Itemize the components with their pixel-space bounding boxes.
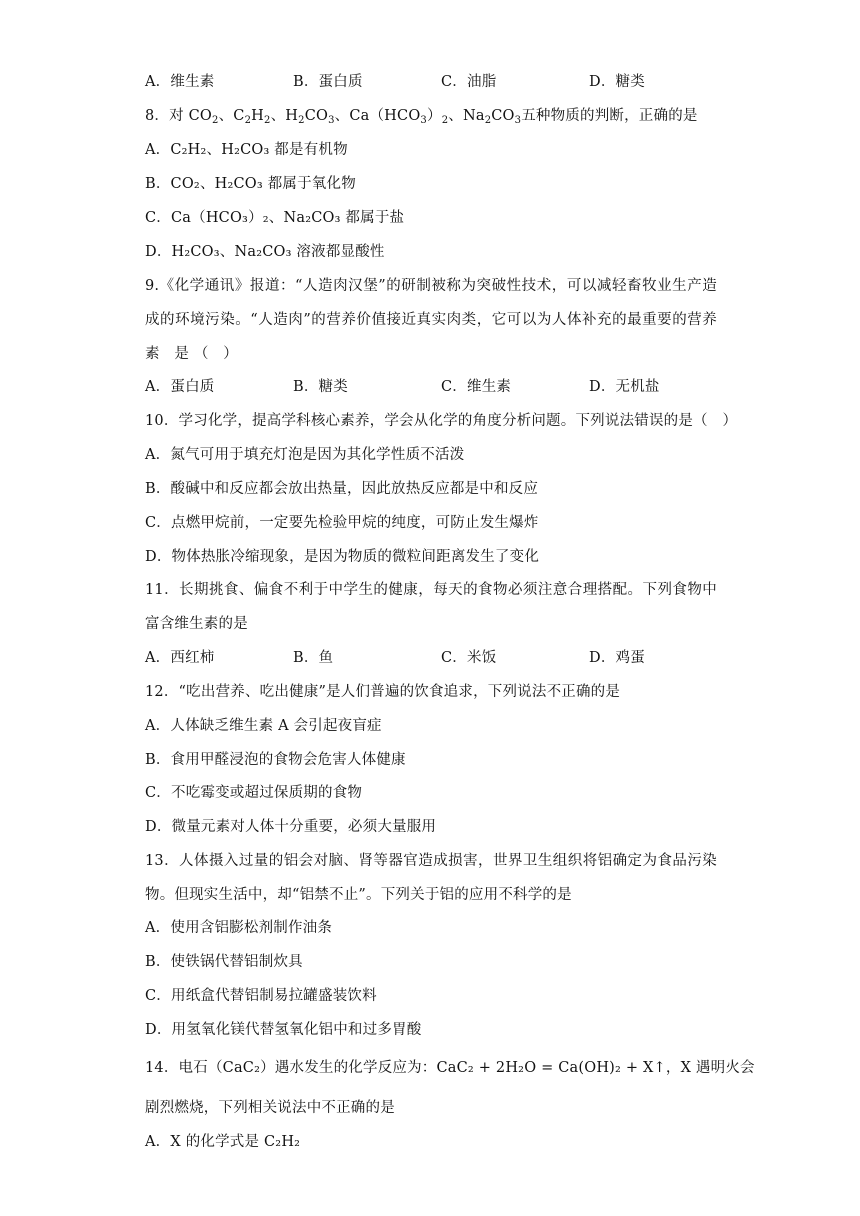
q8-sub: 3 xyxy=(514,115,522,126)
q13-option-b: B．使铁锅代替铝制炊具 xyxy=(145,954,303,970)
q11-option-a: A．西红柿 xyxy=(145,650,215,666)
q8-stem-part: 、Ca（HCO xyxy=(334,108,421,124)
q8-sub: 2 xyxy=(484,115,492,126)
q12-option-a: A．人体缺乏维生素 A 会引起夜盲症 xyxy=(145,718,382,734)
q8-sub: 2 xyxy=(298,115,305,126)
q10-option-d: D．物体热胀冷缩现象，是因为物质的微粒间距离发生了变化 xyxy=(145,549,540,565)
q8-stem xyxy=(145,106,698,126)
q7-option-a: A．维生素 xyxy=(145,74,215,90)
q13-stem-line1: 13．人体摄入过量的铝会对脑、肾等器官造成损害，世界卫生组织将铝确定为食品污染 xyxy=(145,853,717,869)
q14-stem-line2: 剧烈燃烧，下列相关说法中不正确的是 xyxy=(145,1100,395,1116)
q14-stem-pre: 14．电石（CaC₂）遇水发生的化学反应为： xyxy=(145,1060,437,1076)
q12-stem: 12．“吃出营养、吃出健康”是人们普遍的饮食追求，下列说法不正确的是 xyxy=(145,684,621,700)
q8-sub: 2 xyxy=(264,115,271,126)
q8-option-a: A．C₂H₂、H₂CO₃ 都是有机物 xyxy=(145,142,348,158)
q9-option-a: A．蛋白质 xyxy=(145,379,215,395)
q11-stem-line1: 11．长期挑食、偏食不利于中学生的健康，每天的食物必须注意合理搭配。下列食物中 xyxy=(145,582,717,598)
q12-option-d: D．微量元素对人体十分重要，必须大量服用 xyxy=(145,819,437,835)
q9-stem-line1: 9.《化学通讯》报道：“人造肉汉堡”的研制被称为突破性技术，可以减轻畜牧业生产造 xyxy=(145,278,717,294)
q13-option-d: D．用氢氧化镁代替氢氧化铝中和过多胃酸 xyxy=(145,1022,422,1038)
q9-options xyxy=(145,377,660,397)
q8-sub: 3 xyxy=(328,115,335,126)
q9-option-c: C．维生素 xyxy=(441,379,512,395)
q8-stem-part: 、Na xyxy=(448,108,485,124)
q8-option-d: D．H₂CO₃、Na₂CO₃ 溶液都显酸性 xyxy=(145,244,385,260)
q10-option-c: C．点燃甲烷前，一定要先检验甲烷的纯度，可防止发生爆炸 xyxy=(145,515,539,531)
q13-stem-line2: 物。但现实生活中，却“铝禁不止”。下列关于铝的应用不科学的是 xyxy=(145,887,572,903)
q14-option-a: A．X 的化学式是 C₂H₂ xyxy=(145,1134,301,1150)
q9-option-b: B．糖类 xyxy=(293,379,348,395)
q7-option-c: C．油脂 xyxy=(441,74,497,90)
q8-stem-part: CO xyxy=(491,108,515,124)
q8-stem-part: 、C xyxy=(218,108,245,124)
q11-option-d: D．鸡蛋 xyxy=(589,650,645,666)
q8-sub: 3 xyxy=(420,115,427,126)
q8-stem-part: ） xyxy=(426,108,442,124)
q11-option-c: C．米饭 xyxy=(441,650,497,666)
q11-option-b: B．鱼 xyxy=(293,650,334,666)
q14-stem-post: ，X 遇明火会 xyxy=(665,1060,755,1076)
q11-stem-line2: 富含维生素的是 xyxy=(145,616,248,632)
q7-options xyxy=(145,72,645,92)
q11-options xyxy=(145,648,645,668)
q9-option-d: D．无机盐 xyxy=(589,379,660,395)
q8-option-b: B．CO₂、H₂CO₃ 都属于氧化物 xyxy=(145,176,356,192)
q14-equation: CaC₂ + 2H₂O = Ca(OH)₂ + X↑ xyxy=(436,1060,666,1076)
q8-stem-part: H xyxy=(251,108,265,124)
q8-stem-part: 、H xyxy=(270,108,299,124)
q10-stem: 10．学习化学，提高学科核心素养，学会从化学的角度分析问题。下列说法错误的是（ ） xyxy=(145,413,738,429)
q8-stem-part: 8．对 CO xyxy=(145,108,213,124)
q9-stem-line3: 素 是 （ ） xyxy=(145,346,239,362)
q8-sub: 2 xyxy=(212,115,219,126)
q13-option-a: A．使用含铝膨松剂制作油条 xyxy=(145,920,333,936)
q7-option-b: B．蛋白质 xyxy=(293,74,363,90)
q10-option-b: B．酸碱中和反应都会放出热量，因此放热反应都是中和反应 xyxy=(145,481,539,497)
q8-stem-part: CO xyxy=(304,108,329,124)
q8-stem-part: 五种物质的判断，正确的是 xyxy=(521,108,698,124)
q10-option-a: A．氮气可用于填充灯泡是因为其化学性质不活泼 xyxy=(145,447,465,463)
q12-option-b: B．食用甲醛浸泡的食物会危害人体健康 xyxy=(145,752,406,768)
q8-sub: 2 xyxy=(441,115,449,126)
q14-stem-line1 xyxy=(145,1058,755,1078)
q8-option-c: C．Ca（HCO₃）₂、Na₂CO₃ 都属于盐 xyxy=(145,210,405,226)
q13-option-c: C．用纸盒代替铝制易拉罐盛装饮料 xyxy=(145,988,377,1004)
q7-option-d: D．糖类 xyxy=(589,74,645,90)
q12-option-c: C．不吃霉变或超过保质期的食物 xyxy=(145,785,363,801)
q8-sub: 2 xyxy=(244,115,252,126)
q9-stem-line2: 成的环境污染。“人造肉”的营养价值接近真实肉类，它可以为人体补充的最重要的营养 xyxy=(145,312,717,328)
